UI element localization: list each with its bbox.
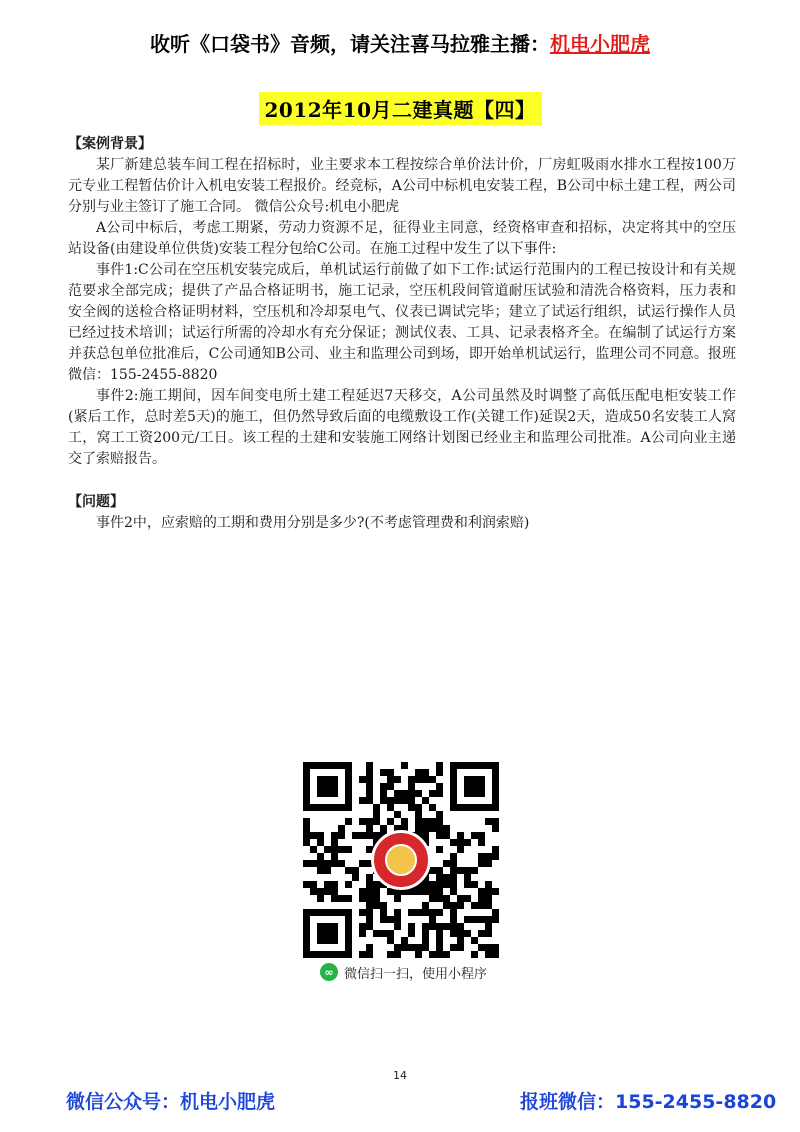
qr-code-icon[interactable] (303, 762, 499, 958)
background-heading: 【案例背景】 (68, 136, 152, 152)
qr-caption-text: 微信扫一扫，使用小程序 (344, 966, 488, 982)
event-2-paragraph: 事件2:施工期间，因车间变电所土建工程延迟7天移交，A公司虽然及时调整了高低压配电柜安装工作(紧后工作，总时差5天)的施工，但仍然导致后面的电缆敷设工作(关键工作)延误2天，造成50名安装工人窝工，窝工工资200元/工日。该工程的土建和安装施工网络计划图已经业主和监理公司批准。A公司向业主递交了索赔报告。 (68, 388, 736, 467)
qr-caption (320, 962, 487, 982)
footer-class-wechat: 报班微信：155-2455-8820 (520, 1091, 777, 1113)
title-wrap (0, 92, 800, 125)
footer-wechat-account: 微信公众号：机电小肥虎 (66, 1091, 276, 1113)
event-1-paragraph: 事件1:C公司在空压机安装完成后，单机试运行前做了如下工作:试运行范围内的工程已按设计和有关规范要求全部完成；提供了产品合格证明书，施工记录，空压机段间管道耐压试验和清洗合格资料，压力表和安全阀的送检合格证明材料，空压机和冷却泵电气、仪表已调试完毕；建立了试运行组织，试运行操作人员已经过技术培训；试运行所需的冷却水有充分保证；测试仪表、工具、记录表格齐全。在编制了试运行方案并获总包单位批准后，C公司通知B公司、业主和监理公司到场，即开始单机试运行，监理公司不同意。报班微信：155-2455-8820 (68, 262, 736, 383)
qr-logo-icon (371, 830, 431, 890)
question-heading: 【问题】 (68, 494, 124, 510)
wechat-miniprogram-icon: ∞ (320, 963, 338, 981)
banner-prefix: 收听《口袋书》音频，请关注喜马拉雅主播： (150, 32, 550, 56)
top-banner (0, 28, 800, 57)
page-title: 2012年10月二建真题【四】 (259, 92, 542, 125)
background-paragraph-2: A公司中标后，考虑工期紧，劳动力资源不足，征得业主同意，经资格审查和招标，决定将其中的空压站设备(由建设单位供货)安装工程分包给C公司。在施工过程中发生了以下事件: (68, 220, 736, 257)
question-text: 事件2中，应索赔的工期和费用分别是多少?(不考虑管理费和利润索赔) (96, 515, 530, 531)
document-body (68, 134, 736, 534)
page-number: 14 (393, 1069, 407, 1082)
banner-author-link[interactable]: 机电小肥虎 (550, 32, 650, 56)
qr-code-block (303, 762, 499, 958)
background-paragraph-1: 某厂新建总装车间工程在招标时，业主要求本工程按综合单价法计价，厂房虹吸雨水排水工程按100万元专业工程暂估价计入机电安装工程报价。经竞标，A公司中标机电安装工程，B公司中标土建工程，两公司分别与业主签订了施工合同。 微信公众号:机电小肥虎 (68, 157, 736, 215)
